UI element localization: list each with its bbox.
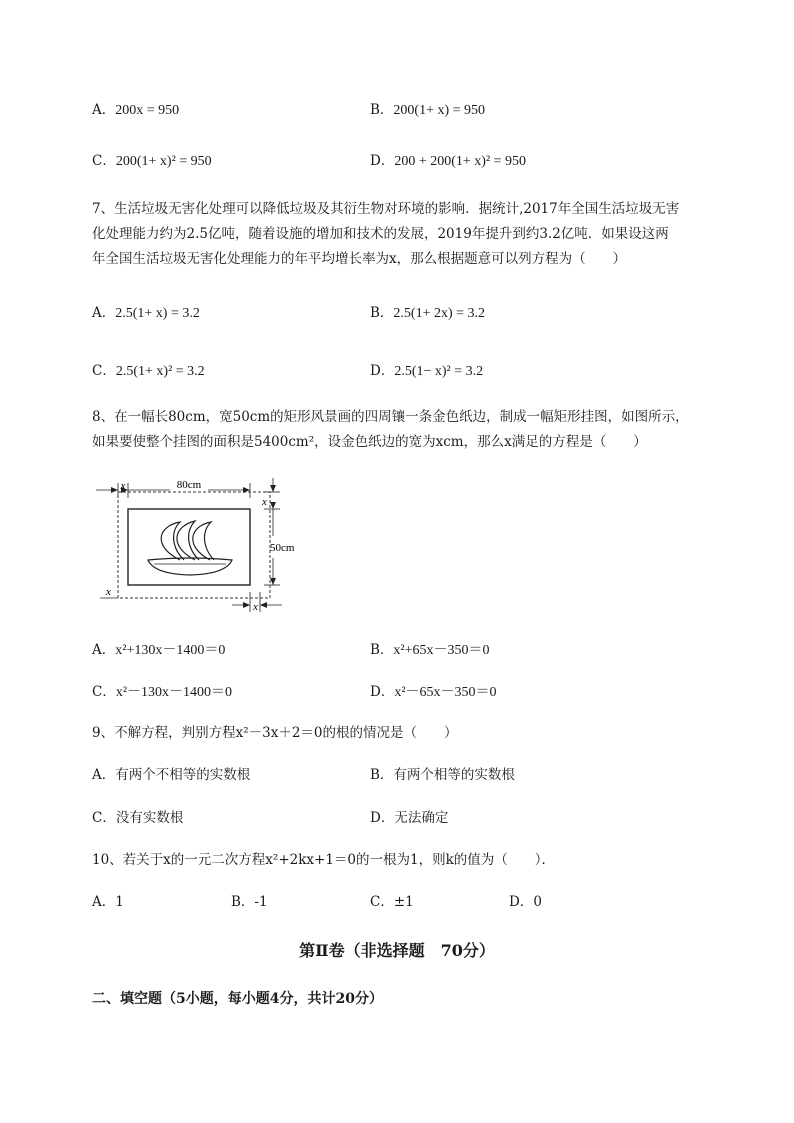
q9-option-a <box>92 763 250 783</box>
option-text: 2.5(1− x)² = 3.2 <box>394 364 484 379</box>
option-text: x²+130x－1400＝0 <box>115 643 226 658</box>
q7-option-d <box>370 359 483 380</box>
option-text: 2.5(1+ x)² = 3.2 <box>115 364 205 379</box>
q8-option-c <box>92 680 232 701</box>
q10-option-c <box>370 890 414 910</box>
option-text: 没有实数根 <box>115 810 184 826</box>
sail <box>177 521 199 560</box>
option-label: C． <box>92 363 116 379</box>
q10-option-b <box>231 890 268 910</box>
question-9-stem: 9、不解方程，判别方程x²－3x＋2＝0的根的情况是（ ） <box>92 725 458 741</box>
option-text: 有两个相等的实数根 <box>393 767 515 783</box>
option-label: A． <box>92 305 116 321</box>
q6-option-c <box>92 149 212 170</box>
option-label: A． <box>92 767 116 783</box>
option-label: B． <box>370 642 394 658</box>
x-label-right: x <box>262 496 267 508</box>
option-label: D． <box>370 810 395 826</box>
q10-option-a <box>92 890 124 910</box>
option-text: 200x = 950 <box>115 103 180 118</box>
option-label: B． <box>370 305 394 321</box>
stem-line: 如果要使整个挂图的面积是5400cm²，设金色纸边的宽为xcm，那么x满足的方程是（ ） <box>92 434 647 450</box>
option-label: B． <box>370 102 394 118</box>
option-label: C． <box>92 810 116 826</box>
q8-option-d <box>370 680 497 701</box>
option-text: ±1 <box>393 894 414 910</box>
q6-option-d <box>370 149 526 170</box>
option-text: 无法确定 <box>394 810 449 826</box>
q9-option-d <box>370 806 448 826</box>
question-8-stem <box>92 405 722 455</box>
option-label: D． <box>370 684 395 700</box>
option-label: C． <box>92 153 116 169</box>
option-label: D． <box>509 894 534 910</box>
option-label: A． <box>92 642 116 658</box>
sail <box>193 522 214 560</box>
option-label: B． <box>231 894 255 910</box>
q7-option-c <box>92 359 205 380</box>
q6-option-b <box>370 98 485 119</box>
x-label-bottom-left: x <box>106 586 111 598</box>
option-label: A． <box>92 102 116 118</box>
part-two-title: 第Ⅱ卷（非选择题 70分） <box>299 941 495 960</box>
option-text: 200(1+ x)² = 950 <box>115 154 212 169</box>
boat-hull <box>148 558 232 575</box>
option-text: 2.5(1+ 2x) = 3.2 <box>393 306 486 321</box>
x-label-top-left: x <box>120 480 126 492</box>
question-10-stem: 10、若关于x的一元二次方程x²+2kx+1＝0的一根为1，则k的值为（ ）． <box>92 852 556 868</box>
q7-option-b <box>370 301 485 322</box>
stem-line: 化处理能力约为2.5亿吨，随着设施的增加和技术的发展，2019年提升到约3.2亿吨．如果设这两 <box>92 226 669 242</box>
option-label: A． <box>92 894 116 910</box>
stem-line: 年全国生活垃圾无害化处理能力的年平均增长率为x，那么根据题意可以列方程为（ ） <box>92 251 627 267</box>
option-text: 200 + 200(1+ x)² = 950 <box>394 154 527 169</box>
inner-painting <box>128 509 250 585</box>
option-text: x²+65x－350＝0 <box>393 643 490 658</box>
q7-option-a <box>92 301 200 322</box>
option-label: B． <box>370 767 394 783</box>
question-7-stem <box>92 197 722 272</box>
option-text: x²－65x－350＝0 <box>394 685 497 700</box>
q9-option-c <box>92 806 183 826</box>
stem-line: 7、生活垃圾无害化处理可以降低垃圾及其衍生物对环境的影响．据统计,2017年全国生活垃圾无害 <box>92 201 680 217</box>
q9-option-b <box>370 763 515 783</box>
option-text: 1 <box>115 894 124 910</box>
x-label-bottom-right: x <box>253 601 258 613</box>
q8-option-b <box>370 638 490 659</box>
option-text: 0 <box>533 894 542 910</box>
stem-line: 8、在一幅长80cm，宽50cm的矩形风景画的四周镶一条金色纸边，制成一幅矩形挂图，如图所示， <box>92 409 689 425</box>
q10-option-d <box>509 890 542 910</box>
q6-option-a <box>92 98 179 119</box>
option-label: D． <box>370 153 395 169</box>
option-text: 200(1+ x) = 950 <box>393 103 486 118</box>
option-text: 有两个不相等的实数根 <box>115 767 251 783</box>
option-label: C． <box>92 684 116 700</box>
option-label: D． <box>370 363 395 379</box>
option-text: -1 <box>254 894 268 910</box>
q8-option-a <box>92 638 225 659</box>
width-label: 80cm <box>176 479 202 491</box>
option-label: C． <box>370 894 394 910</box>
option-text: x²－130x－1400＝0 <box>115 685 233 700</box>
frame-figure <box>92 474 312 616</box>
sail <box>161 522 184 560</box>
height-label: 50cm <box>270 542 295 554</box>
section-heading: 二、填空题（5小题，每小题4分，共计20分） <box>92 991 383 1007</box>
option-text: 2.5(1+ x) = 3.2 <box>115 306 200 321</box>
